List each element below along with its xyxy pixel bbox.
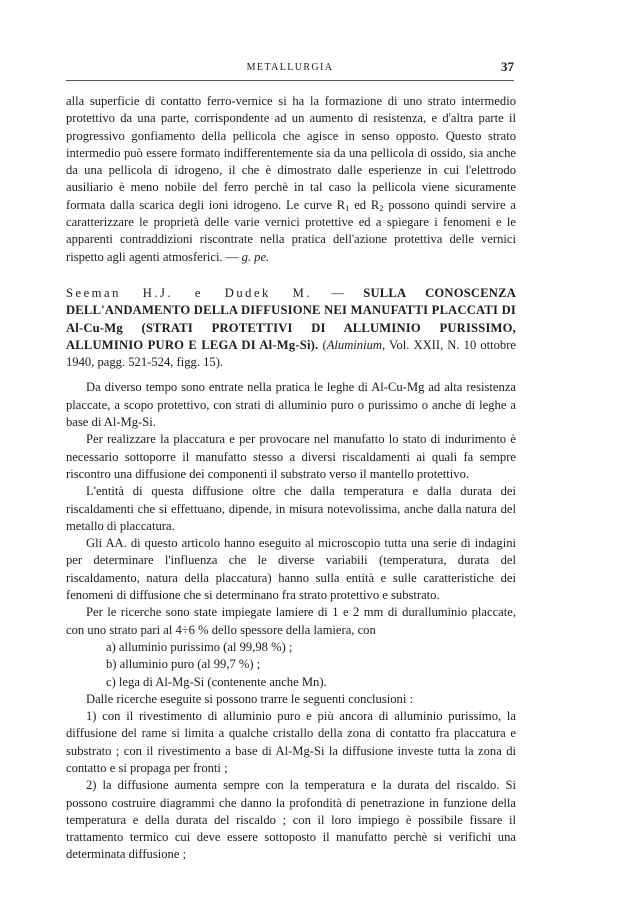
- running-title: METALLURGIA: [246, 62, 334, 73]
- page-content: [66, 93, 516, 864]
- body-paragraph: Da diverso tempo sono entrate nella pratica le leghe di Al-Cu-Mg ad alta resistenza placcate, a scopo protettivo, con strati di alluminio puro o purissimo o anche di leghe a base di Al-Mg-Si.: [66, 380, 516, 430]
- body-paragraph: Gli AA. di questo articolo hanno eseguito al microscopio tutta una serie di indagini per determinare l'influenza che le diverse variabili (temperatura, durata del riscaldamento, natura della placcatura) hanno sulla entità e sulle caratteristiche dei fenomeni di diffusione che si determinano fra strato protettivo e substrato.: [66, 536, 516, 603]
- coating-list-item: c) lega di Al-Mg-Si (contenente anche Mn).: [106, 674, 327, 689]
- conclusion-item: 1) con il rivestimento di alluminio puro e più ancora di alluminio purissimo, la diffusione del rame si limita a qualche cristallo della zona di contatto fra placcatura e substrato ; con il rivestimento a base di Al-Mg-Si la diffusione investe tutta la zona di contatto e si propaga per fronti ;: [66, 709, 516, 775]
- page-number: 37: [501, 59, 514, 74]
- header-rule: [66, 80, 514, 81]
- article-source: (Aluminium, Vol. XXII, N. 10 ottobre 1940, pagg. 521-524, figg. 15).: [66, 337, 516, 370]
- reviewer-initials: g. pe.: [241, 249, 270, 264]
- conclusions-intro: Dalle ricerche eseguite si possono trarre le seguenti conclusioni :: [86, 691, 413, 706]
- coating-list-item: a) alluminio purissimo (al 99,98 %) ;: [106, 639, 293, 654]
- article-heading: Seeman H.J. e Dudek M. — SULLA CONOSCENZA DELL'ANDAMENTO DELLA DIFFUSIONE NEI MANUFATTI PLACCATI DI Al-Cu-Mg (STRATI PROTETTIVI DI ALLUMINIO PURISSIMO, ALLUMINIO PURO E LEGA DI Al-Mg-Si). (Aluminium, Vol. XXII, N. 10 ottobre 1940, pagg. 521-524, figg. 15).: [66, 285, 516, 370]
- prev-article-paragraph: alla superficie di contatto ferro-vernice si ha la formazione di uno strato intermedio protettivo da una parte, corrispondente ad un aumento di resistenza, e d'altra parte il progressivo gonfiamento della pellicola che agisce in senso opposto. Questo strato intermedio può essere formato indifferentemente sia da una pellicola di ossido, sia anche da una pellicola di idrogeno, il che è dimostrato dalle esperienze in cui l'elettrodo ausiliario è meno nobile del ferro perchè in tal caso la pellicola viene sicuramente formata dalla scarica degli ioni idrogeno. Le curve $R_1$ ed $R_2$ possono quindi servire a caratterizzare le proprietà delle varie vernici protettive ed a spiegare i fenomeni e le apparenti contraddizioni riscontrate nella pratica dell'azione protettiva delle vernici rispetto agli agenti atmosferici. — g. pe.: [66, 94, 516, 264]
- article-title: SULLA CONOSCENZA DELL'ANDAMENTO DELLA DIFFUSIONE NEI MANUFATTI PLACCATI DI Al-Cu-Mg (STRATI PROTETTIVI DI ALLUMINIO PURISSIMO, ALLUMINIO PURO E LEGA DI Al-Mg-Si).: [66, 285, 516, 352]
- body-paragraph: Per realizzare la placcatura e per provocare nel manufatto lo stato di indurimento è necessario sottoporre il manufatto stesso a diversi riscaldamenti ai quali fa sempre riscontro una diffusione dei componenti il substrato verso il mantello protettivo.: [66, 432, 516, 481]
- body-paragraph: L'entità di questa diffusione oltre che dalla temperatura e dalla durata dei riscaldamenti che si effettuano, dipende, in misura notevolissima, anche dalla natura del metallo di placcatura.: [66, 484, 516, 533]
- conclusion-item: 2) la diffusione aumenta sempre con la temperatura e la durata del riscaldo. Si possono costruire diagrammi che danno la profondità di penetrazione in funzione della temperatura e della durata del riscaldo ; con il loro impiego è possibile fissare il trattamento termico cui deve essere sottoposto il manufatto perchè si verifichi una determinata diffusione ;: [66, 778, 516, 862]
- page-header: [66, 58, 514, 78]
- body-paragraph: Per le ricerche sono state impiegate lamiere di 1 e 2 mm di duralluminio placcate, con uno strato pari al 4÷6 % dello spessore della lamiera, con: [66, 605, 516, 637]
- coating-list-item: b) alluminio puro (al 99,7 %) ;: [106, 657, 261, 672]
- article-authors: Seeman H.J. e Dudek M.: [66, 285, 313, 300]
- journal-name: Aluminium: [326, 337, 382, 352]
